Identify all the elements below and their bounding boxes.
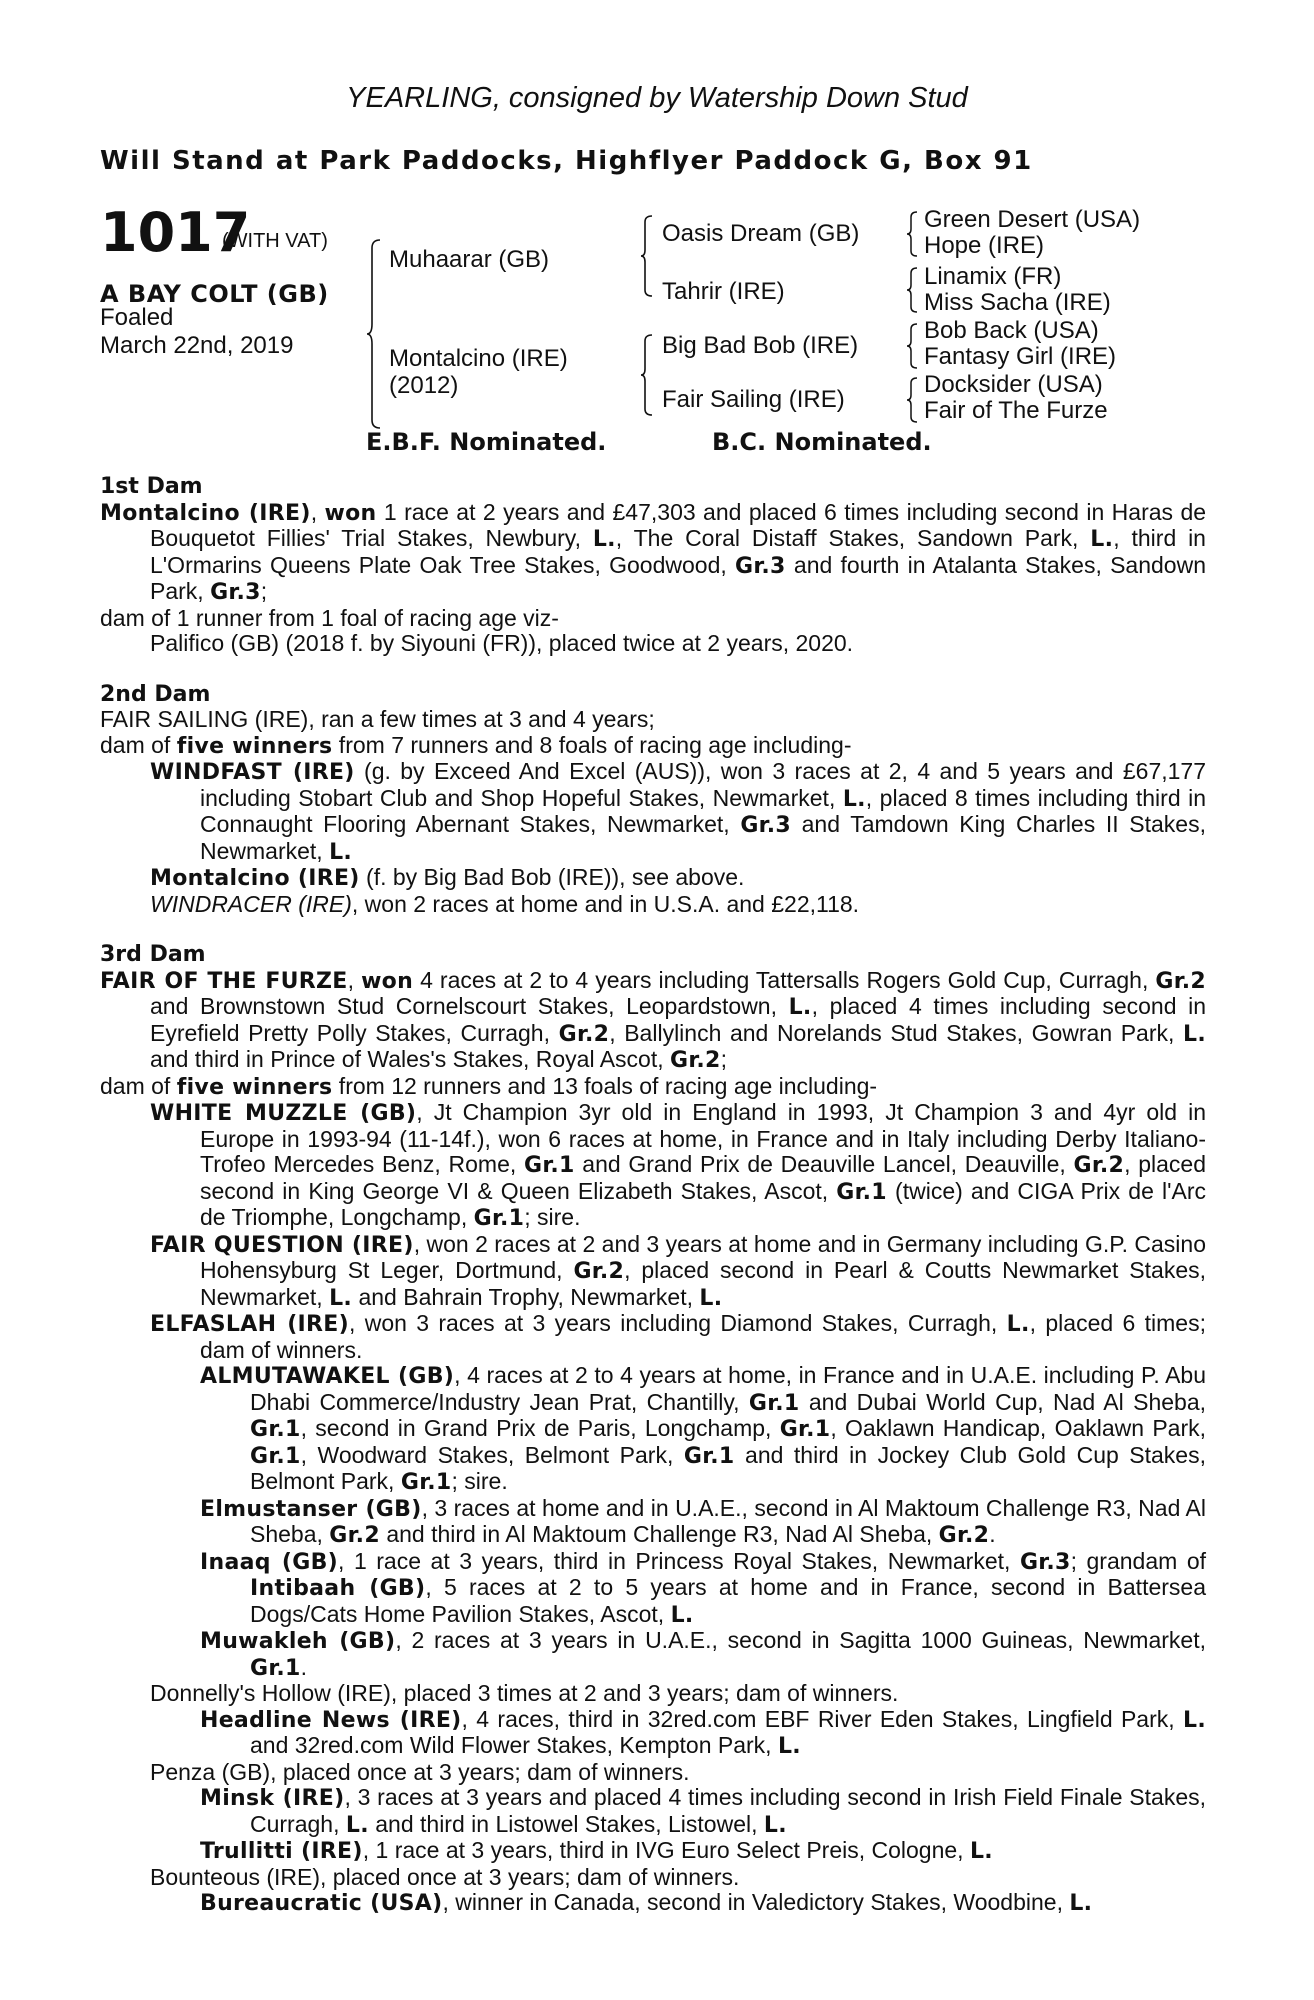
pedigree-sire-dam: Tahrir (IRE): [662, 278, 785, 305]
third-dam-heading: 3rd Dam: [100, 942, 206, 967]
grade: L.: [1006, 1312, 1030, 1337]
grade: Gr.1: [400, 1470, 452, 1495]
bounteous-entry: Bounteous (IRE), placed once at 3 years; dam of winners.: [150, 1863, 740, 1890]
pedigree-dam-dam: Fair Sailing (IRE): [662, 386, 845, 413]
windfast-entry: [100, 759, 1206, 865]
bc-nomination: B.C. Nominated.: [712, 428, 932, 456]
grade: L.: [345, 1812, 369, 1838]
text: , placed 6 times; dam of winners.: [200, 1310, 1206, 1363]
pedigree-sire-brace: [640, 214, 656, 298]
grade: Gr.3: [740, 813, 791, 838]
muwakleh-entry: [100, 1628, 1206, 1681]
text: , 3 races at home and in U.A.E., second in Al Maktoum Challenge R3, Nad Al Sheba,: [250, 1494, 1206, 1547]
pedigree-g3: Linamix (FR): [924, 263, 1062, 290]
text: , Jt Champion 3yr old in England in 1993, Jt Champion 3 and 4yr old in Europe in 1993-94 (11-14f.), won 6 races at home, in France and in Italy including Derby Italiano-Trofeo Mercedes Benz, Rome,: [200, 1099, 1206, 1177]
pedigree-g7: Docksider (USA): [924, 371, 1103, 398]
horse-name: Headline News (IRE): [200, 1707, 462, 1733]
text: and Bahrain Trophy, Newmarket,: [352, 1283, 700, 1310]
donnellys-hollow-entry: Donnelly's Hollow (IRE), placed 3 times at 2 and 3 years; dam of winners.: [150, 1680, 899, 1706]
five-winners: five winners: [176, 733, 333, 759]
grade: Gr.2: [329, 1523, 380, 1548]
horse-name: Elmustanser (GB): [200, 1496, 422, 1522]
grade: Gr.2: [1073, 1153, 1125, 1178]
text: , 4 races, third in 32red.com EBF River Eden Stakes, Lingfield Park,: [461, 1705, 1183, 1732]
grade: L.: [788, 995, 812, 1020]
first-dam-won: won: [324, 500, 377, 526]
text: ;: [720, 1046, 728, 1072]
grade: L.: [842, 786, 866, 812]
pedigree-g2: Hope (IRE): [924, 232, 1045, 259]
text: and Grand Prix de Deauville Lancel, Deauville,: [574, 1151, 1074, 1177]
pedigree-brace-g1: [906, 210, 920, 258]
pedigree-brace-g3: [906, 322, 920, 370]
elmustanser-entry: [100, 1496, 1206, 1549]
pedigree-g8: Fair of The Furze: [924, 397, 1108, 424]
pedigree-g1: Green Desert (USA): [924, 206, 1141, 233]
text: .: [989, 1521, 996, 1547]
grade: Gr.2: [558, 1021, 610, 1047]
ebf-nomination: E.B.F. Nominated.: [366, 428, 607, 456]
grade: L.: [763, 1812, 787, 1838]
horse-name: WHITE MUZZLE (GB): [150, 1101, 417, 1126]
text: , The Coral Distaff Stakes, Sandown Park,: [615, 525, 1091, 551]
produce-record: [100, 474, 1206, 1917]
pedigree-dam: Montalcino (IRE): [389, 345, 568, 372]
horse-name: Inaaq (GB): [200, 1549, 339, 1575]
second-dam-line: FAIR SAILING (IRE), ran a few times at 3 and 4 years;: [100, 706, 655, 732]
white-muzzle-entry: [100, 1100, 1206, 1232]
grade: Gr.1: [250, 1417, 301, 1442]
pedigree-sire-sire: Oasis Dream (GB): [662, 220, 860, 247]
vat-note: (WITH VAT): [222, 230, 328, 252]
stabling-line: Will Stand at Park Paddocks, Highflyer Paddock G, Box 91: [100, 146, 1033, 176]
third-dam-record: FAIR OF THE FURZE, won 4 races at 2 to 4 years including Tattersalls Rogers Gold Cup, Curragh, Gr.2 and Brownstown Stud Cornelscourt Stakes, Leopardstown, L., placed 4 times including second in Eyrefield Pretty Polly Stakes, Curragh, Gr.2, Ballylinch and Norelands Stud Stakes, Gowran Park, L. and third in Prince of Wales's Stakes, Royal Ascot, Gr.2;: [100, 966, 1206, 1073]
penza-entry: Penza (GB), placed once at 3 years; dam of winners.: [150, 1758, 690, 1785]
grade: Gr.1: [779, 1417, 831, 1442]
grade: L.: [777, 1734, 801, 1759]
pedigree-dam-sire: Big Bad Bob (IRE): [662, 332, 859, 359]
text: , 2 races at 3 years in U.A.E., second in Sagitta 1000 Guineas, Newmarket,: [395, 1627, 1206, 1653]
first-dam-record: Montalcino (IRE), won 1 race at 2 years and £47,303 and placed 6 times including second in Haras de Bouquetot Fillies' Trial Stakes, Newbury, L., The Coral Distaff Stakes, Sandown Park, L., third in L'Ormarins Queens Plate Oak Tree Stakes, Goodwood, Gr.3 and fourth in Atalanta Stakes, Sandown Park, Gr.3;: [100, 498, 1207, 605]
grade: Gr.1: [836, 1179, 887, 1205]
foaled-label: Foaled: [100, 304, 174, 331]
text: , won 3 races at 3 years including Diamond Stakes, Curragh,: [348, 1310, 1007, 1336]
grade: Gr.1: [748, 1390, 800, 1416]
text: and fourth in Atalanta Stakes, Sandown Park,: [150, 551, 1206, 604]
text: , winner in Canada, second in Valedictory Stakes, Woodbine,: [442, 1889, 1070, 1915]
foaled-date: March 22nd, 2019: [100, 332, 294, 359]
first-dam-produce: Palifico (GB) (2018 f. by Siyouni (FR)), placed twice at 2 years, 2020.: [150, 630, 854, 656]
grade: Gr.1: [250, 1655, 301, 1681]
grade: Gr.1: [473, 1206, 525, 1231]
horse-name: Trullitti (IRE): [200, 1839, 363, 1864]
text: , placed second in Pearl & Coutts Newmarket Stakes, Newmarket,: [200, 1257, 1207, 1310]
grade: Gr.3: [735, 553, 786, 579]
text: , third in L'Ormarins Queens Plate Oak Tree Stakes, Goodwood,: [150, 525, 1206, 578]
horse-name: WINDRACER (IRE): [150, 890, 352, 917]
grade: Gr.3: [1019, 1549, 1071, 1575]
text: (g. by Exceed And Excel (AUS)), won 3 races at 2, 4 and 5 years and £67,177 including Stobart Club and Shop Hopeful Stakes, Newmarket,: [200, 758, 1206, 811]
minsk-entry: [100, 1785, 1206, 1838]
text: , placed 4 times including second in Eyrefield Pretty Polly Stakes, Curragh,: [150, 993, 1206, 1046]
grade: L.: [1183, 1021, 1206, 1047]
horse-name: Montalcino (IRE): [150, 866, 360, 891]
text: (f. by Big Bad Bob (IRE)), see above.: [359, 864, 745, 890]
third-dam-won: won: [361, 968, 414, 994]
five-winners: five winners: [176, 1074, 333, 1100]
grade: Gr.2: [1155, 968, 1206, 994]
text: 1 race at 2 years and £47,303 and placed 6 times including second in Haras de Bouquetot Fillies' Trial Stakes, Newbury,: [150, 498, 1207, 551]
grade: L.: [592, 527, 616, 552]
grade: Gr.2: [938, 1523, 990, 1548]
second-dam-heading: 2nd Dam: [100, 681, 211, 707]
text: , 1 race at 3 years, third in IVG Euro Select Preis, Cologne,: [362, 1837, 970, 1863]
lot-description: A BAY COLT (GB): [100, 280, 329, 308]
text: , 4 races at 2 to 4 years at home, in France and in U.A.E. including P. Abu Dhabi Commerce/Industry Jean Prat, Chantilly,: [250, 1362, 1207, 1415]
pedigree-main-brace: [366, 238, 386, 430]
horse-name: Intibaah (GB): [250, 1576, 426, 1601]
text: from 12 runners and 13 foals of racing age including-: [332, 1072, 878, 1099]
text: , won 2 races at 2 and 3 years at home and in Germany including G.P. Casino Hohensyburg St Leger, Dortmund,: [200, 1230, 1207, 1283]
text: and 32red.com Wild Flower Stakes, Kempton Park,: [250, 1732, 778, 1758]
pedigree-dam-brace: [640, 333, 656, 417]
pedigree-dam-year: (2012): [389, 372, 459, 399]
pedigree-g5: Bob Back (USA): [924, 317, 1099, 344]
grade: L.: [969, 1839, 993, 1864]
text: ; grandam of: [1070, 1547, 1206, 1574]
inaaq-entry: [100, 1549, 1206, 1629]
grade: L.: [670, 1602, 694, 1628]
third-dam-dam-of: [100, 1074, 1206, 1101]
first-dam-dam-of: dam of 1 runner from 1 foal of racing age viz-: [100, 604, 559, 631]
text: ; sire.: [524, 1204, 581, 1230]
text: and third in Al Maktoum Challenge R3, Nad Al Sheba,: [379, 1521, 939, 1547]
text: dam of: [100, 731, 177, 758]
horse-name: ELFASLAH (IRE): [150, 1312, 349, 1337]
text: and Brownstown Stud Cornelscourt Stakes, Leopardstown,: [150, 993, 789, 1019]
text: ;: [260, 578, 268, 604]
trullitti-entry: [100, 1838, 1206, 1865]
text: and third in Jockey Club Gold Cup Stakes, Belmont Park,: [250, 1441, 1206, 1494]
horse-name: Muwakleh (GB): [200, 1629, 396, 1654]
text: 4 races at 2 to 4 years including Tattersalls Rogers Gold Cup, Curragh,: [413, 966, 1156, 993]
text: dam of: [100, 1072, 177, 1099]
text: and Dubai World Cup, Nad Al Sheba,: [799, 1388, 1207, 1415]
bureaucratic-entry: [100, 1890, 1206, 1917]
grade: L.: [1069, 1891, 1093, 1916]
horse-name: ALMUTAWAKEL (GB): [200, 1364, 455, 1389]
pedigree-brace-g4: [906, 376, 920, 424]
grade: L.: [329, 1285, 353, 1311]
grade: Gr.1: [523, 1153, 575, 1178]
text: , 1 race at 3 years, third in Princess Royal Stakes, Newmarket,: [338, 1547, 1020, 1574]
grade: Gr.3: [210, 580, 261, 605]
consignor-line: YEARLING, consigned by Watership Down Stud: [346, 82, 968, 114]
text: , 5 races at 2 to 5 years at home and in France, second in Battersea Dogs/Cats Home Pavilion Stakes, Ascot,: [250, 1574, 1206, 1627]
first-dam-name: Montalcino (IRE): [100, 500, 311, 526]
text: , Oaklawn Handicap, Oaklawn Park,: [830, 1415, 1207, 1441]
text: and Tamdown King Charles II Stakes, Newmarket,: [200, 811, 1206, 864]
text: , won 2 races at home and in U.S.A. and £22,118.: [351, 890, 860, 917]
grade: L.: [329, 839, 353, 865]
text: , Woodward Stakes, Belmont Park,: [300, 1441, 684, 1468]
grade: L.: [1183, 1707, 1206, 1733]
second-dam-dam-of: [100, 733, 1206, 760]
foaled-info: [100, 304, 293, 360]
horse-name: Minsk (IRE): [200, 1786, 345, 1811]
grade: Gr.2: [573, 1259, 625, 1284]
windracer-entry: [100, 892, 1206, 918]
grade: Gr.1: [683, 1443, 735, 1469]
fair-question-entry: [100, 1232, 1206, 1312]
pedigree-g4: Miss Sacha (IRE): [924, 289, 1111, 316]
montalcino-entry: [100, 865, 1206, 892]
pedigree-g6: Fantasy Girl (IRE): [924, 343, 1117, 370]
text: , placed 8 times including third in Connaught Flooring Abernant Stakes, Newmarket,: [200, 784, 1206, 837]
headline-news-entry: [100, 1707, 1206, 1760]
text: ; sire.: [451, 1468, 508, 1494]
text: and third in Listowel Stakes, Listowel,: [368, 1810, 764, 1837]
text: and third in Prince of Wales's Stakes, Royal Ascot,: [150, 1046, 670, 1072]
horse-name: Bureaucratic (USA): [200, 1891, 443, 1916]
text: .: [300, 1653, 308, 1680]
grade: Gr.2: [670, 1048, 721, 1073]
text: from 7 runners and 8 foals of racing age including-: [332, 731, 852, 758]
horse-name: WINDFAST (IRE): [150, 760, 355, 785]
pedigree-sire: Muhaarar (GB): [389, 246, 550, 273]
text: , Ballylinch and Norelands Stud Stakes, Gowran Park,: [609, 1019, 1183, 1046]
third-dam-name: FAIR OF THE FURZE: [100, 968, 348, 994]
lot-number: 1017: [100, 201, 251, 264]
elfaslah-entry: [100, 1311, 1206, 1363]
text: , second in Grand Prix de Paris, Longchamp,: [300, 1415, 780, 1441]
pedigree-brace-g2: [906, 266, 920, 314]
grade: L.: [1090, 527, 1114, 552]
horse-name: FAIR QUESTION (IRE): [150, 1232, 414, 1258]
text: , 3 races at 3 years and placed 4 times including second in Irish Field Finale Stakes, Curragh,: [250, 1784, 1206, 1837]
almutawakel-entry: [100, 1363, 1206, 1496]
text: (twice) and CIGA Prix de l'Arc de Triomphe, Longchamp,: [200, 1177, 1206, 1230]
first-dam-heading: 1st Dam: [100, 474, 203, 499]
grade: L.: [699, 1285, 723, 1311]
grade: Gr.1: [250, 1443, 301, 1469]
text: , placed second in King George VI & Queen Elizabeth Stakes, Ascot,: [200, 1151, 1206, 1204]
